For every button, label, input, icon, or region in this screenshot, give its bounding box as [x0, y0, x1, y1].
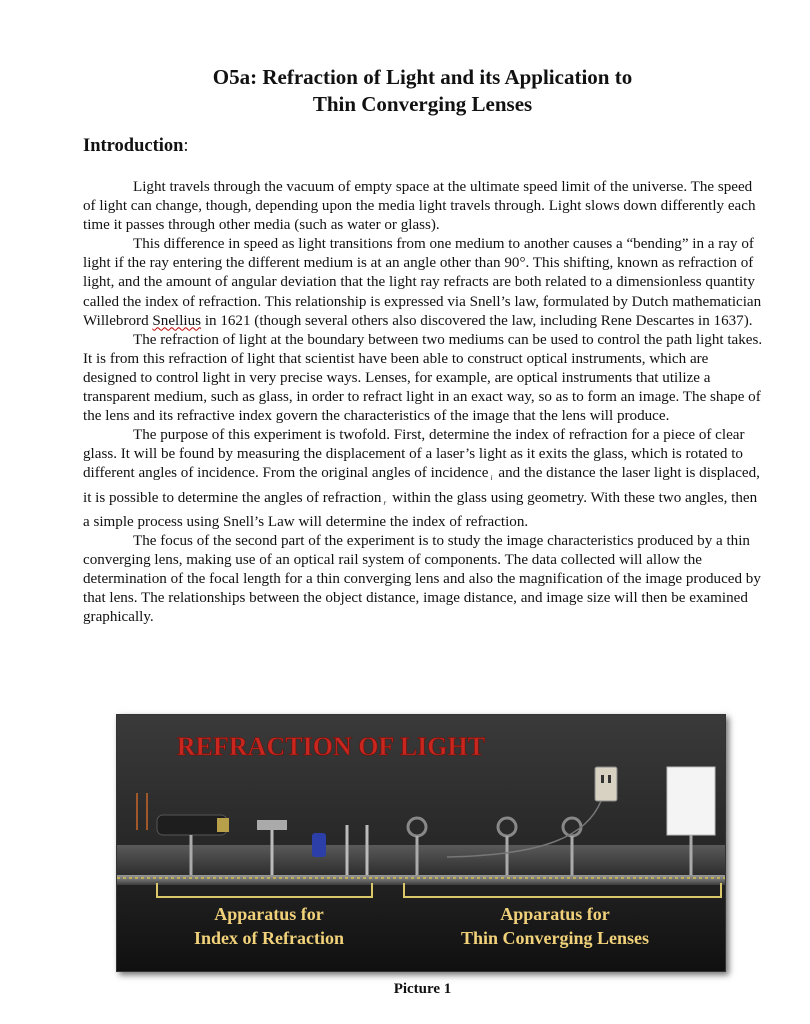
figure-caption: Picture 1: [393, 981, 452, 997]
paragraph-3: The refraction of light at the boundary between two mediums can be used to control the path light takes. It is from this refraction of light that scientist have been able to construct optical instruments, which are designed to control light in very precise ways. Lenses, for example, are optical instruments that utilize a transparent medium, such as glass, in order to refract light in an exact way, so as to form an image. The shape of the lens and its refractive index govern the characteristics of the image that the lens will produce.: [83, 331, 763, 425]
document-title: [0, 64, 810, 118]
paragraph-4-text-c: within the glass using geometry. With these two angles, then a simple process using Snell’s Law will determine the index of refraction.: [83, 489, 758, 530]
paragraph-2: [83, 235, 763, 330]
rotation-mount: [312, 833, 326, 857]
introduction-body: [83, 178, 763, 627]
introduction-heading-text: Introduction: [83, 136, 184, 156]
laser-body: [157, 815, 227, 835]
paragraph-4: [83, 426, 763, 531]
left-label-line-1: Apparatus for: [214, 904, 324, 924]
introduction-heading: [83, 136, 189, 157]
laser-aperture: [217, 818, 229, 832]
introduction-heading-colon: :: [183, 136, 189, 156]
symbol-theta-r: r: [383, 498, 387, 507]
apparatus-illustration: [117, 715, 725, 971]
optical-rail: [117, 875, 725, 885]
title-line-1: O5a: Refraction of Light and its Application to: [212, 65, 633, 89]
outlet-slot-icon: [608, 775, 611, 783]
right-label-line-1: Apparatus for: [500, 904, 610, 924]
paragraph-1: Light travels through the vacuum of empty space at the ultimate speed limit of the universe. The speed of light can change, though, depending upon the media light travels through. Light slows down differently each time it passes through other media (such as water or glass).: [83, 179, 756, 234]
left-label-line-2: Index of Refraction: [194, 928, 344, 948]
right-label-line-2: Thin Converging Lenses: [460, 928, 650, 948]
wall-outlet: [595, 767, 617, 801]
paragraph-4-text-b: and the distance the laser light is displaced, it is possible to determine the angles of refraction: [83, 465, 760, 506]
title-line-2: Thin Converging Lenses: [312, 92, 533, 116]
paragraph-4-text-a: The purpose of this experiment is twofold. First, determine the index of refraction for a piece of clear glass. It will be found by measuring the displacement of a laser’s light as it exits the glass, which is rotated to different angles of incidence. From the original angles of incidence: [83, 427, 745, 482]
apparatus-photo: [116, 714, 726, 972]
paragraph-5: The focus of the second part of the experiment is to study the image characteristics produced by a thin converging lens, making use of an optical rail system of components. The data collected will allow the determination of the focal length for a thin converging lens and also the magnification of the image produced by that lens. The relationships between the object distance, image distance, and image size will then be examined graphically.: [83, 532, 761, 626]
outlet-slot-icon: [601, 775, 604, 783]
paragraph-2-text-a: This difference in speed as light transitions from one medium to another causes a “bending” in a ray of light if the ray entering the different medium is at an angle other than 90°. This shifting, known as refraction of light, and the amount of angular deviation that the light ray refracts are both related to a dimensionless quantity called the index of refraction. This relationship is expressed via Snell’s law, formulated by Dutch mathematician Willebrord: [83, 236, 762, 329]
glass-stage: [257, 820, 287, 830]
figure-title: REFRACTION OF LIGHT: [176, 732, 486, 761]
viewing-screen: [667, 767, 715, 835]
paragraph-2-text-b: in 1621 (though several others also discovered the law, including Rene Descartes in 1637).: [201, 312, 753, 329]
spellcheck-flagged-word: Snellius: [152, 312, 202, 329]
symbol-theta-i: i: [490, 474, 493, 483]
